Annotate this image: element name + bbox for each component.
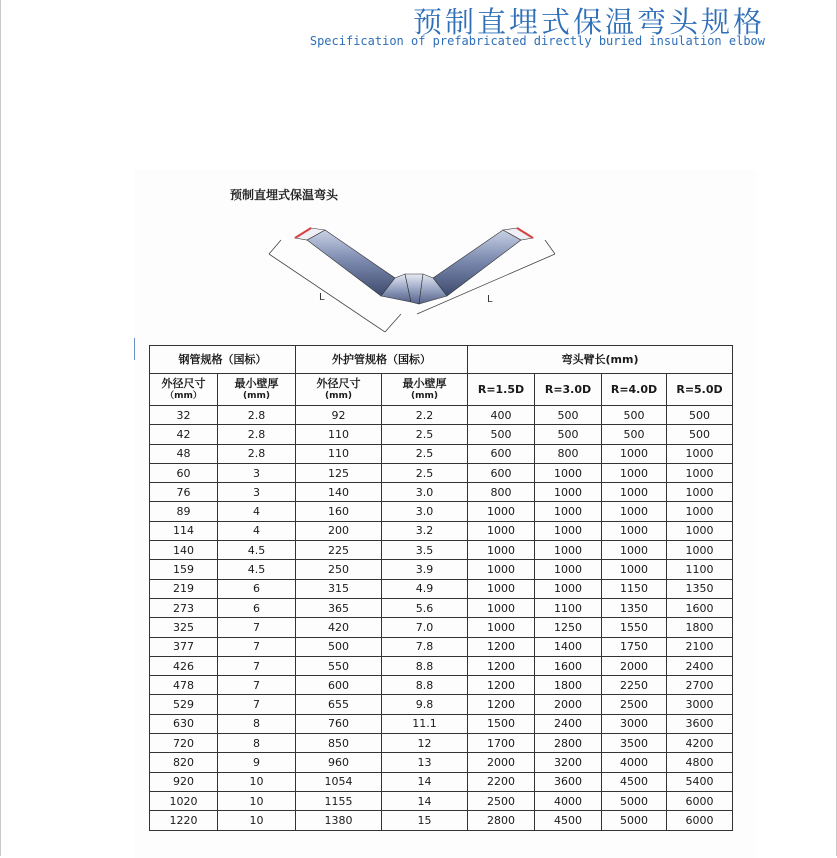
- table-cell: 420: [296, 618, 382, 637]
- table-cell: 500: [602, 425, 667, 444]
- table-cell: 8: [218, 714, 296, 733]
- table-cell: 365: [296, 598, 382, 617]
- table-cell: 1020: [150, 791, 218, 810]
- right-pipe-arm: [433, 230, 521, 296]
- table-cell: 1380: [296, 811, 382, 830]
- table-cell: 630: [150, 714, 218, 733]
- table-cell: 114: [150, 521, 218, 540]
- table-row: [150, 541, 733, 560]
- table-cell: 800: [468, 483, 535, 502]
- table-cell: 1000: [468, 521, 535, 540]
- table-cell: 500: [296, 637, 382, 656]
- header-arm-length: 弯头臂长(mm): [468, 346, 733, 374]
- table-cell: 2800: [535, 734, 602, 753]
- table-cell: 426: [150, 656, 218, 675]
- table-cell: 2.8: [218, 406, 296, 425]
- table-cell: 1200: [468, 676, 535, 695]
- table-cell: 1000: [535, 463, 602, 482]
- table-cell: 4000: [602, 753, 667, 772]
- table-cell: 4500: [602, 772, 667, 791]
- table-cell: 1000: [468, 502, 535, 521]
- table-cell: 500: [667, 406, 733, 425]
- table-cell: 325: [150, 618, 218, 637]
- table-cell: 315: [296, 579, 382, 598]
- table-cell: 4500: [535, 811, 602, 830]
- table-cell: 3.0: [382, 483, 468, 502]
- elbow-spec-table: [149, 345, 733, 831]
- table-cell: 2800: [468, 811, 535, 830]
- table-cell: 2700: [667, 676, 733, 695]
- table-cell: 219: [150, 579, 218, 598]
- table-cell: 4200: [667, 734, 733, 753]
- table-cell: 2.5: [382, 425, 468, 444]
- table-row: [150, 791, 733, 810]
- table-cell: 1000: [535, 541, 602, 560]
- table-row: [150, 656, 733, 675]
- table-cell: 2000: [535, 695, 602, 714]
- table-cell: 500: [602, 406, 667, 425]
- table-cell: 1100: [667, 560, 733, 579]
- table-cell: 48: [150, 444, 218, 463]
- table-cell: 4800: [667, 753, 733, 772]
- table-cell: 500: [468, 425, 535, 444]
- table-cell: 3600: [535, 772, 602, 791]
- sub-header-label: R=4.0D: [610, 383, 658, 396]
- table-cell: 1000: [468, 598, 535, 617]
- header-steel-pipe: 钢管规格（国标）: [150, 346, 296, 374]
- table-cell: 3.9: [382, 560, 468, 579]
- table-cell: 6000: [667, 791, 733, 810]
- table-row: [150, 811, 733, 830]
- table-cell: 655: [296, 695, 382, 714]
- table-row: [150, 714, 733, 733]
- table-cell: 2500: [468, 791, 535, 810]
- table-cell: 600: [468, 444, 535, 463]
- sub-header-label: 外径尺寸: [316, 376, 361, 390]
- sub-header-label: 外径尺寸: [161, 376, 206, 390]
- table-cell: 1000: [535, 521, 602, 540]
- table-cell: 13: [382, 753, 468, 772]
- table-row: [150, 772, 733, 791]
- sub-header-unit: (mm): [411, 390, 438, 401]
- dimension-label-left: L: [319, 292, 325, 303]
- table-cell: 1200: [468, 695, 535, 714]
- table-row: [150, 521, 733, 540]
- table-row: [150, 406, 733, 425]
- sub-header-cell: [535, 374, 602, 406]
- table-cell: 32: [150, 406, 218, 425]
- table-cell: 1100: [535, 598, 602, 617]
- sub-header-unit: (mm): [325, 390, 352, 401]
- table-cell: 1000: [667, 444, 733, 463]
- table-cell: 273: [150, 598, 218, 617]
- table-cell: 478: [150, 676, 218, 695]
- table-cell: 1000: [667, 521, 733, 540]
- table-cell: 1250: [535, 618, 602, 637]
- table-cell: 3.0: [382, 502, 468, 521]
- table-cell: 4.5: [218, 541, 296, 560]
- table-cell: 92: [296, 406, 382, 425]
- table-cell: 15: [382, 811, 468, 830]
- table-cell: 400: [468, 406, 535, 425]
- table-cell: 110: [296, 425, 382, 444]
- sub-header-cell: [602, 374, 667, 406]
- table-cell: 2200: [468, 772, 535, 791]
- table-cell: 1000: [667, 541, 733, 560]
- table-cell: 7: [218, 676, 296, 695]
- table-cell: 2000: [468, 753, 535, 772]
- table-cell: 225: [296, 541, 382, 560]
- table-cell: 3600: [667, 714, 733, 733]
- page-subtitle: Specification of prefabricated directly buried insulation elbow: [309, 34, 765, 48]
- table-cell: 1000: [667, 502, 733, 521]
- table-cell: 1000: [535, 579, 602, 598]
- table-cell: 1350: [667, 579, 733, 598]
- table-cell: 159: [150, 560, 218, 579]
- sub-header-cell: [667, 374, 733, 406]
- sub-header-label: 最小壁厚: [402, 376, 447, 390]
- table-cell: 5000: [602, 791, 667, 810]
- table-cell: 10: [218, 791, 296, 810]
- sub-header-cell: [382, 374, 468, 406]
- table-cell: 3.2: [382, 521, 468, 540]
- table-cell: 1500: [468, 714, 535, 733]
- table-cell: 2100: [667, 637, 733, 656]
- table-cell: 1000: [468, 579, 535, 598]
- header-outer-casing: 外护管规格（国标）: [296, 346, 468, 374]
- table-cell: 1220: [150, 811, 218, 830]
- table-cell: 3: [218, 483, 296, 502]
- sub-header-label: R=3.0D: [544, 383, 592, 396]
- table-cell: 1000: [468, 541, 535, 560]
- table-cell: 1750: [602, 637, 667, 656]
- table-cell: 4.9: [382, 579, 468, 598]
- table-cell: 1200: [468, 637, 535, 656]
- table-cell: 1600: [667, 598, 733, 617]
- table-cell: 3.5: [382, 541, 468, 560]
- table-cell: 5.6: [382, 598, 468, 617]
- table-cell: 960: [296, 753, 382, 772]
- table-cell: 3000: [667, 695, 733, 714]
- table-row: [150, 483, 733, 502]
- table-cell: 140: [296, 483, 382, 502]
- table-cell: 3500: [602, 734, 667, 753]
- table-cell: 600: [468, 463, 535, 482]
- table-cell: 1000: [602, 560, 667, 579]
- table-cell: 7: [218, 695, 296, 714]
- table-cell: 89: [150, 502, 218, 521]
- table-cell: 3000: [602, 714, 667, 733]
- table-row: [150, 579, 733, 598]
- table-cell: 1150: [602, 579, 667, 598]
- table-cell: 550: [296, 656, 382, 675]
- table-cell: 3200: [535, 753, 602, 772]
- table-row: [150, 753, 733, 772]
- left-pipe-arm: [307, 230, 395, 296]
- table-cell: 7: [218, 637, 296, 656]
- table-row: [150, 637, 733, 656]
- table-cell: 8: [218, 734, 296, 753]
- table-row: [150, 695, 733, 714]
- table-cell: 920: [150, 772, 218, 791]
- sub-header-label: 最小壁厚: [234, 376, 279, 390]
- table-cell: 3: [218, 463, 296, 482]
- table-cell: 4: [218, 521, 296, 540]
- table-row: [150, 734, 733, 753]
- table-cell: 1800: [667, 618, 733, 637]
- sub-header-cell: [150, 374, 218, 406]
- diagram-caption: 预制直埋式保温弯头: [230, 188, 339, 202]
- table-cell: 500: [535, 425, 602, 444]
- table-cell: 8.8: [382, 676, 468, 695]
- table-cell: 2.8: [218, 425, 296, 444]
- table-cell: 6000: [667, 811, 733, 830]
- table-cell: 12: [382, 734, 468, 753]
- table-cell: 850: [296, 734, 382, 753]
- table-cell: 9: [218, 753, 296, 772]
- sub-header-cell: [296, 374, 382, 406]
- table-cell: 200: [296, 521, 382, 540]
- table-cell: 2250: [602, 676, 667, 695]
- table-cell: 1000: [535, 483, 602, 502]
- table-cell: 14: [382, 791, 468, 810]
- table-cell: 11.1: [382, 714, 468, 733]
- table-cell: 1000: [468, 560, 535, 579]
- table-cell: 6: [218, 579, 296, 598]
- table-cell: 10: [218, 772, 296, 791]
- table-cell: 1000: [602, 521, 667, 540]
- table-cell: 2000: [602, 656, 667, 675]
- table-cell: 76: [150, 483, 218, 502]
- sub-header-cell: [468, 374, 535, 406]
- sub-header-label: R=5.0D: [676, 383, 723, 396]
- table-cell: 760: [296, 714, 382, 733]
- table-cell: 720: [150, 734, 218, 753]
- table-row: [150, 560, 733, 579]
- table-cell: 6: [218, 598, 296, 617]
- table-cell: 2.8: [218, 444, 296, 463]
- table-cell: 820: [150, 753, 218, 772]
- table-cell: 2500: [602, 695, 667, 714]
- sub-header-unit: （mm）: [165, 390, 202, 401]
- table-cell: 5000: [602, 811, 667, 830]
- table-cell: 10: [218, 811, 296, 830]
- table-cell: 1550: [602, 618, 667, 637]
- table-cell: 1000: [535, 502, 602, 521]
- table-row: [150, 598, 733, 617]
- table-cell: 140: [150, 541, 218, 560]
- table-cell: 1350: [602, 598, 667, 617]
- table-cell: 4: [218, 502, 296, 521]
- sub-header-label: R=1.5D: [477, 383, 525, 396]
- page-title: 预制直埋式保温弯头规格: [412, 5, 765, 39]
- table-cell: 250: [296, 560, 382, 579]
- scan-mark: [134, 338, 135, 360]
- table-cell: 4000: [535, 791, 602, 810]
- table-cell: 1000: [667, 483, 733, 502]
- table-cell: 5400: [667, 772, 733, 791]
- table-cell: 1400: [535, 637, 602, 656]
- table-cell: 2.2: [382, 406, 468, 425]
- table-cell: 7: [218, 656, 296, 675]
- table-cell: 4.5: [218, 560, 296, 579]
- table-cell: 377: [150, 637, 218, 656]
- table-row: [150, 425, 733, 444]
- table-cell: 7: [218, 618, 296, 637]
- table-cell: 42: [150, 425, 218, 444]
- table-row: [150, 463, 733, 482]
- table-cell: 1600: [535, 656, 602, 675]
- table-row: [150, 676, 733, 695]
- dimension-label-right: L: [487, 294, 493, 305]
- table-cell: 1000: [602, 444, 667, 463]
- table-cell: 1700: [468, 734, 535, 753]
- sub-header-cell: [218, 374, 296, 406]
- table-row: [150, 502, 733, 521]
- table-cell: 7.8: [382, 637, 468, 656]
- table-cell: 800: [535, 444, 602, 463]
- table-cell: 8.8: [382, 656, 468, 675]
- sub-header-unit: (mm): [243, 390, 270, 401]
- table-cell: 500: [667, 425, 733, 444]
- table-cell: 600: [296, 676, 382, 695]
- table-cell: 1000: [602, 541, 667, 560]
- table-cell: 1000: [667, 463, 733, 482]
- table-cell: 2.5: [382, 463, 468, 482]
- table-row: [150, 444, 733, 463]
- table-cell: 160: [296, 502, 382, 521]
- table-cell: 60: [150, 463, 218, 482]
- table-cell: 1155: [296, 791, 382, 810]
- table-cell: 500: [535, 406, 602, 425]
- table-cell: 2400: [667, 656, 733, 675]
- table-cell: 9.8: [382, 695, 468, 714]
- table-cell: 1000: [468, 618, 535, 637]
- table-row: [150, 618, 733, 637]
- table-cell: 7.0: [382, 618, 468, 637]
- table-cell: 1000: [602, 483, 667, 502]
- table-cell: 2.5: [382, 444, 468, 463]
- table-cell: 1000: [535, 560, 602, 579]
- table-cell: 1054: [296, 772, 382, 791]
- table-cell: 1000: [602, 463, 667, 482]
- table-cell: 110: [296, 444, 382, 463]
- table-cell: 1800: [535, 676, 602, 695]
- table-cell: 1000: [602, 502, 667, 521]
- table-cell: 2400: [535, 714, 602, 733]
- elbow-diagram: [255, 210, 565, 340]
- table-cell: 14: [382, 772, 468, 791]
- table-cell: 529: [150, 695, 218, 714]
- table-cell: 125: [296, 463, 382, 482]
- table-cell: 1200: [468, 656, 535, 675]
